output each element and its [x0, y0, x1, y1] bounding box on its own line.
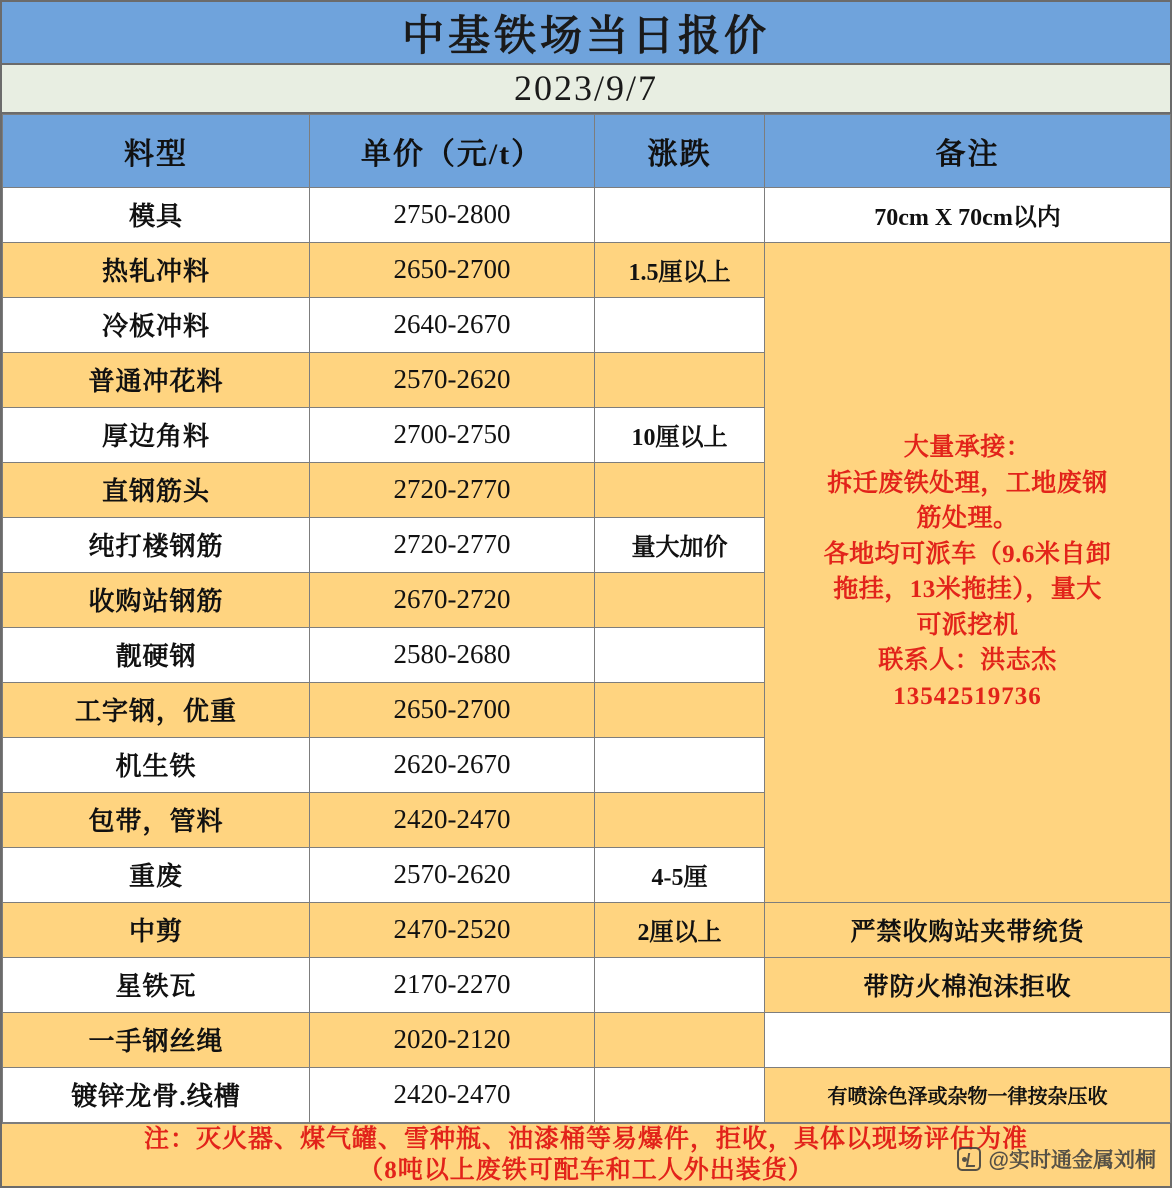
cell-change	[595, 1012, 765, 1067]
page-title: 中基铁场当日报价	[401, 13, 770, 60]
footer-line-2: （8吨以上废铁可配车和工人外出装货）	[358, 1156, 814, 1184]
cell-price: 2470-2520	[310, 902, 595, 957]
cell-remark: 严禁收购站夹带统货	[765, 902, 1171, 957]
cell-price: 2170-2270	[310, 957, 595, 1012]
watermark	[957, 1144, 1156, 1174]
cell-price: 2570-2620	[310, 352, 595, 407]
table-row	[3, 957, 1171, 1012]
cell-price: 2640-2670	[310, 297, 595, 352]
cell-price: 2420-2470	[310, 1067, 595, 1122]
cell-change: 10厘以上	[595, 407, 765, 462]
cell-price: 2700-2750	[310, 407, 595, 462]
cell-change	[595, 297, 765, 352]
table-row	[3, 902, 1171, 957]
cell-material: 冷板冲料	[3, 297, 310, 352]
remark-block-text	[775, 430, 1160, 714]
table-header-row	[3, 114, 1171, 187]
cell-change	[595, 792, 765, 847]
cell-material: 纯打楼钢筋	[3, 517, 310, 572]
table-row	[3, 1067, 1171, 1122]
cell-price: 2720-2770	[310, 517, 595, 572]
table-row	[3, 242, 1171, 297]
cell-change	[595, 352, 765, 407]
cell-change	[595, 187, 765, 242]
cell-remark: 有喷涂色泽或杂物一律按杂压收	[765, 1067, 1171, 1122]
cell-change	[595, 462, 765, 517]
price-table	[2, 114, 1171, 1123]
cell-change	[595, 572, 765, 627]
watermark-label: @实时通金属刘桐	[988, 1149, 1156, 1172]
cell-price: 2570-2620	[310, 847, 595, 902]
remark-phone: 13542519736	[893, 682, 1042, 710]
cell-price: 2650-2700	[310, 682, 595, 737]
cell-material: 包带，管料	[3, 792, 310, 847]
cell-change: 4-5厘	[595, 847, 765, 902]
cell-change	[595, 1067, 765, 1122]
table-row	[3, 1012, 1171, 1067]
remark-line: 各地均可派车（9.6米自卸	[823, 540, 1112, 568]
cell-change: 量大加价	[595, 517, 765, 572]
cell-material: 热轧冲料	[3, 242, 310, 297]
cell-remark-block	[765, 242, 1171, 902]
remark-line: 拖挂，13米拖挂），量大	[833, 576, 1102, 603]
cell-material: 直钢筋头	[3, 462, 310, 517]
cell-material: 厚边角料	[3, 407, 310, 462]
cell-price: 2420-2470	[310, 792, 595, 847]
remark-line: 筋处理。	[916, 505, 1019, 532]
cell-price: 2020-2120	[310, 1012, 595, 1067]
column-header-price: 单价（元/t）	[310, 114, 595, 187]
cell-price: 2650-2700	[310, 242, 595, 297]
sheet-date-bar	[2, 65, 1170, 113]
cell-material: 靓硬钢	[3, 627, 310, 682]
price-table-wrap	[2, 114, 1170, 1123]
footer-note	[2, 1123, 1170, 1187]
table-header	[3, 114, 1171, 187]
cell-material: 工字钢，优重	[3, 682, 310, 737]
cell-price: 2750-2800	[310, 187, 595, 242]
cell-material: 重废	[3, 847, 310, 902]
cell-change	[595, 737, 765, 792]
watermark-logo-icon	[957, 1147, 981, 1171]
cell-price: 2580-2680	[310, 627, 595, 682]
cell-material: 中剪	[3, 902, 310, 957]
cell-change	[595, 627, 765, 682]
column-header-change: 涨跌	[595, 114, 765, 187]
table-row	[3, 187, 1171, 242]
cell-material: 机生铁	[3, 737, 310, 792]
column-header-material: 料型	[3, 114, 310, 187]
remark-contact: 联系人：洪志杰	[878, 647, 1057, 674]
column-header-remark: 备注	[765, 114, 1171, 187]
cell-material: 镀锌龙骨.线槽	[3, 1067, 310, 1122]
remark-line: 拆迁废铁处理，工地废钢	[827, 469, 1108, 497]
sheet-title-bar	[2, 2, 1170, 65]
cell-price: 2620-2670	[310, 737, 595, 792]
cell-material: 普通冲花料	[3, 352, 310, 407]
cell-material: 模具	[3, 187, 310, 242]
cell-price: 2670-2720	[310, 572, 595, 627]
cell-change: 1.5厘以上	[595, 242, 765, 297]
cell-material: 收购站钢筋	[3, 572, 310, 627]
cell-remark: 70cm X 70cm以内	[765, 187, 1171, 242]
cell-remark	[765, 1012, 1171, 1067]
remark-line: 可派挖机	[916, 611, 1019, 639]
cell-change	[595, 957, 765, 1012]
cell-change: 2厘以上	[595, 902, 765, 957]
cell-material: 星铁瓦	[3, 957, 310, 1012]
cell-material: 一手钢丝绳	[3, 1012, 310, 1067]
remark-line: 大量承接：	[903, 434, 1032, 461]
footer-line-1: 注：灭火器、煤气罐、雪种瓶、油漆桶等易爆件，拒收，具体以现场评估为准	[143, 1125, 1028, 1153]
cell-remark: 带防火棉泡沫拒收	[765, 957, 1171, 1012]
cell-price: 2720-2770	[310, 462, 595, 517]
cell-change	[595, 682, 765, 737]
quote-date: 2023/9/7	[513, 68, 658, 109]
table-body	[3, 187, 1171, 1122]
